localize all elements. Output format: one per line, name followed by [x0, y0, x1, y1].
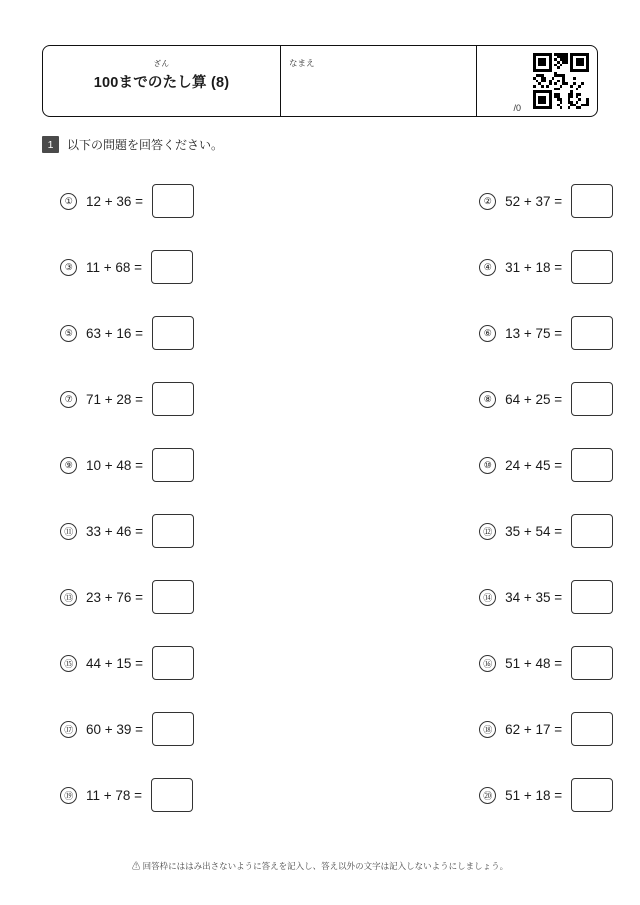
problem-expression: 51 + 48 = — [505, 655, 563, 671]
problem-number: ④ — [479, 259, 496, 276]
footer-note: ⚠ 回答枠にははみ出さないように答えを記入し、答え以外の文字は記入しないようにしましょう。 — [131, 861, 509, 871]
problem-expression: 33 + 46 = — [86, 523, 144, 539]
problem-item — [42, 498, 194, 564]
problem-expression: 23 + 76 = — [86, 589, 144, 605]
problem-expression: 13 + 75 = — [505, 325, 563, 341]
problem-item — [194, 498, 613, 564]
answer-input-box[interactable] — [152, 580, 194, 614]
answer-input-box[interactable] — [571, 778, 613, 812]
answer-input-box[interactable] — [151, 778, 193, 812]
problem-item — [194, 696, 613, 762]
answer-input-box[interactable] — [571, 184, 613, 218]
answer-input-box[interactable] — [571, 646, 613, 680]
answer-input-box[interactable] — [571, 712, 613, 746]
problem-number: ⑪ — [60, 523, 77, 540]
answer-input-box[interactable] — [152, 316, 194, 350]
section-number-badge: 1 — [42, 136, 59, 153]
problem-item — [42, 564, 194, 630]
answer-input-box[interactable] — [152, 646, 194, 680]
problem-item — [194, 432, 613, 498]
answer-input-box[interactable] — [571, 448, 613, 482]
problem-expression: 44 + 15 = — [86, 655, 144, 671]
problem-number: ⑫ — [479, 523, 496, 540]
problem-item — [42, 432, 194, 498]
problem-expression: 62 + 17 = — [505, 721, 563, 737]
problem-expression: 11 + 78 = — [86, 787, 143, 803]
problem-item — [194, 234, 613, 300]
problem-item — [194, 630, 613, 696]
title-furigana: ざん — [153, 58, 170, 68]
problem-expression: 51 + 18 = — [505, 787, 563, 803]
header-title-cell — [43, 46, 281, 116]
answer-input-box[interactable] — [151, 250, 193, 284]
problem-number: ③ — [60, 259, 77, 276]
worksheet-header — [42, 45, 598, 117]
answer-input-box[interactable] — [152, 514, 194, 548]
problem-number: ⑥ — [479, 325, 496, 342]
page-title: 100までのたし算 (8) — [93, 74, 230, 91]
problem-item — [194, 366, 613, 432]
problem-expression: 64 + 25 = — [505, 391, 563, 407]
answer-input-box[interactable] — [571, 250, 613, 284]
problem-item — [194, 300, 613, 366]
problem-grid — [42, 168, 598, 828]
problem-expression: 34 + 35 = — [505, 589, 563, 605]
problem-expression: 11 + 68 = — [86, 259, 143, 275]
section-heading — [42, 136, 223, 153]
problem-number: ⑬ — [60, 589, 77, 606]
answer-input-box[interactable] — [571, 514, 613, 548]
problem-item — [42, 762, 194, 828]
problem-number: ⑰ — [60, 721, 77, 738]
problem-expression: 12 + 36 = — [86, 193, 144, 209]
problem-number: ⑭ — [479, 589, 496, 606]
score-cell — [477, 46, 525, 116]
problem-item — [194, 168, 613, 234]
problem-expression: 31 + 18 = — [505, 259, 563, 275]
answer-input-box[interactable] — [571, 580, 613, 614]
answer-input-box[interactable] — [571, 382, 613, 416]
problem-number: ⑲ — [60, 787, 77, 804]
problem-number: ② — [479, 193, 496, 210]
problem-number: ⑱ — [479, 721, 496, 738]
name-field[interactable] — [281, 46, 477, 116]
problem-expression: 35 + 54 = — [505, 523, 563, 539]
name-label: なまえ — [289, 58, 315, 68]
answer-input-box[interactable] — [152, 712, 194, 746]
problem-item — [42, 630, 194, 696]
problem-number: ⑳ — [479, 787, 496, 804]
problem-number: ⑤ — [60, 325, 77, 342]
problem-expression: 24 + 45 = — [505, 457, 563, 473]
problem-item — [194, 762, 613, 828]
problem-expression: 10 + 48 = — [86, 457, 144, 473]
answer-input-box[interactable] — [152, 448, 194, 482]
problem-number: ⑩ — [479, 457, 496, 474]
problem-item — [42, 366, 194, 432]
problem-number: ⑨ — [60, 457, 77, 474]
problem-number: ⑮ — [60, 655, 77, 672]
answer-input-box[interactable] — [152, 184, 194, 218]
score-value: /0 — [513, 103, 521, 113]
problem-expression: 63 + 16 = — [86, 325, 144, 341]
problem-item — [42, 234, 194, 300]
problem-expression: 60 + 39 = — [86, 721, 144, 737]
qr-code-cell — [525, 46, 597, 116]
section-instruction: 以下の問題を回答ください。 — [67, 138, 224, 152]
qr-code-icon — [533, 53, 589, 109]
problem-item — [42, 300, 194, 366]
problem-expression: 52 + 37 = — [505, 193, 563, 209]
problem-item — [194, 564, 613, 630]
problem-item — [42, 168, 194, 234]
problem-number: ⑯ — [479, 655, 496, 672]
answer-input-box[interactable] — [571, 316, 613, 350]
problem-number: ① — [60, 193, 77, 210]
problem-number: ⑧ — [479, 391, 496, 408]
problem-number: ⑦ — [60, 391, 77, 408]
answer-input-box[interactable] — [152, 382, 194, 416]
problem-item — [42, 696, 194, 762]
problem-expression: 71 + 28 = — [86, 391, 144, 407]
